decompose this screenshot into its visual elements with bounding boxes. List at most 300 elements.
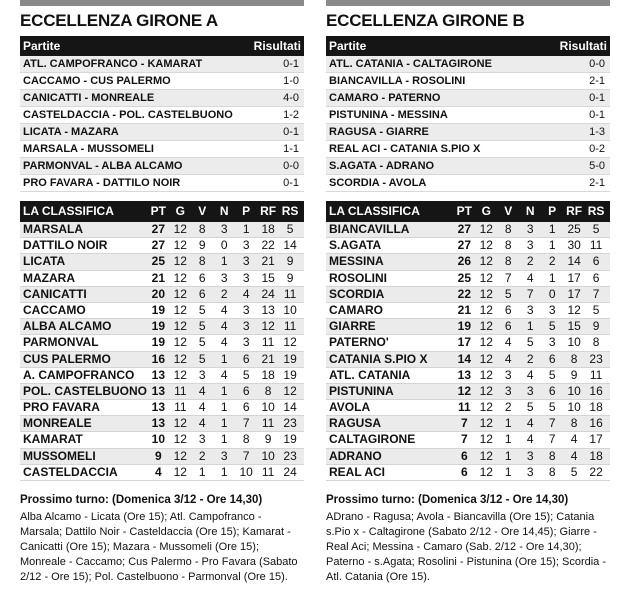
won: 8 [504, 222, 512, 236]
goals-for: 18 [261, 367, 275, 382]
match-row [20, 56, 304, 73]
goals-against: 16 [589, 383, 603, 398]
points: 19 [151, 335, 166, 350]
standings-row [20, 271, 304, 287]
team-name: CACCAMO [23, 302, 86, 317]
lost: 6 [548, 383, 556, 398]
standings-row [326, 254, 610, 270]
team-name: LICATA [23, 254, 66, 269]
lost: 7 [548, 416, 556, 431]
standings-row [326, 465, 610, 481]
col-g: G [481, 204, 491, 218]
standings-row [326, 335, 610, 351]
goals-for: 9 [264, 432, 272, 447]
match-teams: BIANCAVILLA - ROSOLINI [329, 75, 466, 87]
points: 13 [151, 383, 166, 398]
match-score: 0-1 [283, 126, 299, 138]
team-name: PRO FAVARA [23, 400, 100, 415]
played: 12 [173, 432, 187, 447]
won: 1 [504, 448, 512, 463]
lost: 3 [242, 302, 250, 317]
goals-against: 5 [592, 222, 600, 236]
match-teams: ATL. CAMPOFRANCO - KAMARAT [23, 58, 203, 70]
won: 2 [198, 448, 206, 463]
lost: 3 [242, 254, 250, 269]
lost: 5 [548, 319, 556, 334]
standings-row [20, 449, 304, 465]
team-name: MUSSOMELI [23, 448, 96, 463]
played: 12 [173, 319, 187, 334]
drawn: 3 [526, 383, 534, 398]
team-name: SCORDIA [329, 286, 385, 301]
lost: 1 [242, 222, 250, 236]
won: 8 [198, 222, 206, 236]
standings-row [326, 352, 610, 368]
goals-against: 7 [592, 286, 600, 301]
col-n: N [219, 204, 229, 218]
match-score: 2-1 [589, 75, 605, 87]
points: 13 [151, 400, 166, 415]
points: 19 [151, 319, 166, 334]
goals-against: 24 [283, 464, 297, 479]
won: 4 [198, 383, 206, 398]
goals-against: 16 [589, 416, 603, 431]
won: 3 [504, 383, 512, 398]
match-teams: SCORDIA - AVOLA [329, 177, 427, 189]
team-name: PARMONVAL [23, 335, 99, 350]
goals-for: 10 [567, 400, 581, 415]
goals-for: 5 [570, 464, 578, 479]
won: 1 [198, 464, 206, 479]
played: 12 [173, 367, 187, 382]
goals-for: 9 [570, 367, 578, 382]
won: 4 [198, 400, 206, 415]
match-score: 0-0 [589, 58, 605, 70]
next-round-title: Prossimo turno: (Domenica 3/12 - Ore 14,30) [20, 494, 263, 506]
team-name: S.AGATA [329, 238, 382, 253]
goals-for: 30 [567, 238, 581, 253]
won: 8 [504, 254, 512, 269]
won: 6 [198, 286, 206, 301]
points: 7 [461, 416, 468, 431]
match-score: 2-1 [589, 177, 605, 189]
lost: 5 [548, 400, 556, 415]
match-row [326, 141, 610, 158]
drawn: 1 [220, 416, 228, 431]
standings-row [326, 368, 610, 384]
goals-against: 23 [283, 416, 297, 431]
played: 12 [479, 238, 493, 253]
goals-against: 14 [283, 238, 297, 253]
played: 12 [479, 286, 493, 301]
standings-row [326, 432, 610, 448]
col-rf: RF [566, 204, 583, 218]
girone-a-title: ECCELLENZA GIRONE A [20, 11, 219, 30]
standings-header [326, 201, 610, 222]
lost: 1 [548, 238, 556, 253]
team-name: A. CAMPOFRANCO [23, 367, 135, 382]
match-score: 1-1 [283, 143, 299, 155]
drawn: 3 [220, 222, 228, 236]
drawn: 1 [220, 464, 228, 479]
goals-for: 4 [570, 432, 578, 447]
won: 4 [504, 335, 512, 350]
goals-against: 12 [283, 335, 297, 350]
next-round [326, 493, 610, 585]
next-round-title: Prossimo turno: (Domenica 3/12 - Ore 14,30) [326, 494, 569, 506]
results-header-right: Risultati [559, 39, 607, 53]
played: 12 [479, 254, 493, 269]
standings-row [326, 238, 610, 254]
points: 21 [457, 302, 472, 317]
lost: 6 [548, 351, 556, 366]
lost: 3 [242, 238, 250, 253]
goals-against: 12 [283, 383, 297, 398]
points: 13 [151, 416, 166, 431]
played: 11 [174, 383, 187, 398]
played: 12 [479, 351, 493, 366]
lost: 4 [242, 286, 250, 301]
lost: 7 [242, 448, 250, 463]
goals-for: 4 [570, 448, 578, 463]
points: 17 [457, 335, 472, 350]
team-name: BIANCAVILLA [329, 222, 410, 236]
standings-header-title: LA CLASSIFICA [329, 204, 420, 218]
drawn: 4 [220, 367, 228, 382]
points: 9 [155, 448, 162, 463]
drawn: 2 [220, 286, 228, 301]
col-rs: RS [281, 204, 299, 218]
goals-against: 22 [589, 464, 603, 479]
goals-for: 18 [261, 222, 275, 236]
goals-against: 11 [283, 319, 297, 334]
won: 8 [504, 238, 512, 253]
drawn: 7 [526, 286, 534, 301]
girone-b-section [326, 0, 610, 585]
lost: 7 [242, 416, 250, 431]
goals-against: 17 [589, 432, 603, 447]
match-row [20, 73, 304, 90]
match-row [326, 90, 610, 107]
team-name: REAL ACI [329, 464, 386, 479]
goals-for: 17 [567, 270, 581, 285]
goals-for: 11 [261, 464, 275, 479]
goals-for: 21 [261, 254, 275, 269]
results-list [326, 56, 610, 192]
team-name: DATTILO NOIR [23, 238, 108, 253]
team-name: RAGUSA [329, 416, 382, 431]
team-name: CUS PALERMO [23, 351, 111, 366]
points: 12 [457, 383, 472, 398]
match-teams: LICATA - MAZARA [23, 126, 119, 138]
drawn: 3 [220, 270, 228, 285]
goals-for: 8 [570, 416, 578, 431]
drawn: 4 [220, 335, 228, 350]
won: 6 [504, 302, 512, 317]
standings-row [20, 416, 304, 432]
points: 25 [457, 270, 472, 285]
won: 5 [198, 351, 206, 366]
points: 21 [151, 270, 166, 285]
standings-table [20, 222, 304, 481]
lost: 8 [242, 432, 250, 447]
match-row [20, 158, 304, 175]
won: 1 [504, 432, 512, 447]
points: 13 [457, 367, 472, 382]
goals-against: 9 [286, 270, 294, 285]
lost: 6 [242, 383, 250, 398]
results-header-right: Risultati [253, 39, 301, 53]
match-teams: RAGUSA - GIARRE [329, 126, 429, 138]
points: 7 [461, 432, 468, 447]
drawn: 3 [526, 238, 534, 253]
points: 19 [151, 302, 166, 317]
match-score: 0-1 [283, 58, 299, 70]
played: 12 [173, 464, 187, 479]
points: 13 [151, 367, 166, 382]
won: 9 [198, 238, 206, 253]
match-teams: PARMONVAL - ALBA ALCAMO [23, 160, 183, 172]
won: 6 [504, 319, 512, 334]
girone-a-section [20, 0, 304, 585]
goals-against: 10 [283, 302, 297, 317]
points: 27 [457, 222, 472, 236]
goals-against: 19 [283, 367, 297, 382]
goals-for: 8 [264, 383, 272, 398]
lost: 6 [242, 400, 250, 415]
goals-for: 13 [261, 302, 275, 317]
played: 12 [479, 222, 493, 236]
played: 12 [173, 238, 187, 253]
goals-against: 8 [592, 335, 600, 350]
match-score: 0-1 [283, 177, 299, 189]
next-round-fixtures: ADrano - Ragusa; Avola - Biancavilla (Ore 15); Catania s.Pio x - Caltagirone (Sabato 2/12 - Ore 14,45); Giarre - Real Aci; Messina - Camaro (Sab. 2/12 - Ore 14,30); Paterno - s.Agata; Rosolini - Pistunina (Ore 15); Scordia - Atl. Catania (Ore 15). [326, 511, 607, 583]
played: 12 [479, 335, 493, 350]
team-name: KAMARAT [23, 432, 83, 447]
team-name: MAZARA [23, 270, 75, 285]
goals-for: 12 [261, 319, 275, 334]
points: 6 [461, 448, 468, 463]
match-row [20, 141, 304, 158]
won: 6 [198, 270, 206, 285]
goals-against: 23 [283, 448, 297, 463]
team-name: GIARRE [329, 319, 376, 334]
goals-against: 18 [589, 448, 603, 463]
lost: 6 [242, 351, 250, 366]
played: 12 [173, 416, 187, 431]
next-round-fixtures: Alba Alcamo - Licata (Ore 15); Atl. Campofranco - Marsala; Dattilo Noir - Casteldaccia (Ore 15); Kamarat - Canicatti (Ore 15); Mazara - Mussomeli (Ore 15); Monreale - Caccamo; Cus Palermo - Pro Favara (Sabato 2/12 - Ore 15); Pol. Castelbuono - Parmonval (Ore 15). [20, 511, 298, 583]
standings-row [20, 238, 304, 254]
won: 3 [198, 432, 206, 447]
won: 3 [504, 367, 512, 382]
drawn: 4 [526, 367, 534, 382]
match-score: 0-1 [589, 92, 605, 104]
goals-for: 8 [570, 351, 578, 366]
points: 4 [155, 464, 162, 479]
match-row [20, 175, 304, 192]
standings-row [20, 335, 304, 351]
played: 12 [173, 254, 187, 269]
results-header-left: Partite [23, 39, 61, 53]
match-row [326, 56, 610, 73]
match-row [326, 107, 610, 124]
goals-against: 14 [283, 400, 297, 415]
played: 12 [479, 302, 493, 317]
lost: 7 [548, 432, 556, 447]
played: 12 [479, 367, 493, 382]
match-row [326, 73, 610, 90]
played: 12 [479, 400, 493, 415]
won: 3 [198, 367, 206, 382]
goals-for: 15 [567, 319, 581, 334]
won: 5 [198, 319, 206, 334]
lost: 10 [239, 464, 253, 479]
drawn: 4 [220, 319, 228, 334]
drawn: 0 [220, 238, 228, 253]
drawn: 2 [526, 254, 534, 269]
won: 4 [198, 416, 206, 431]
won: 7 [504, 270, 512, 285]
goals-for: 10 [261, 400, 275, 415]
played: 11 [174, 400, 187, 415]
col-pt: PT [456, 204, 473, 218]
results-header [326, 36, 610, 56]
match-row [20, 124, 304, 141]
won: 5 [198, 335, 206, 350]
match-teams: PISTUNINA - MESSINA [329, 109, 448, 121]
match-score: 0-1 [589, 109, 605, 121]
goals-for: 10 [261, 448, 275, 463]
goals-for: 10 [567, 383, 581, 398]
team-name: MONREALE [23, 416, 92, 431]
played: 12 [479, 270, 493, 285]
drawn: 4 [220, 302, 228, 317]
standings-row [326, 222, 610, 238]
drawn: 5 [526, 400, 534, 415]
standings-row [20, 303, 304, 319]
standings-row [326, 449, 610, 465]
goals-against: 23 [589, 351, 603, 366]
played: 12 [173, 270, 187, 285]
won: 1 [504, 464, 512, 479]
won: 5 [504, 286, 512, 301]
standings-row [20, 319, 304, 335]
played: 12 [479, 464, 493, 479]
played: 12 [173, 448, 187, 463]
drawn: 1 [220, 383, 228, 398]
played: 12 [479, 416, 493, 431]
match-teams: PRO FAVARA - DATTILO NOIR [23, 177, 181, 189]
goals-against: 6 [592, 270, 600, 285]
played: 12 [479, 432, 493, 447]
points: 22 [457, 286, 472, 301]
lost: 0 [548, 286, 556, 301]
team-name: ALBA ALCAMO [23, 319, 112, 334]
played: 12 [479, 319, 493, 334]
goals-against: 9 [286, 254, 294, 269]
match-teams: ATL. CATANIA - CALTAGIRONE [329, 58, 492, 70]
team-name: AVOLA [329, 400, 371, 415]
lost: 2 [548, 254, 556, 269]
results-header [20, 36, 304, 56]
goals-against: 5 [286, 222, 294, 236]
drawn: 4 [526, 432, 534, 447]
match-row [326, 158, 610, 175]
goals-against: 11 [589, 238, 603, 253]
goals-for: 21 [261, 351, 275, 366]
lost: 3 [548, 302, 556, 317]
standings-row [326, 319, 610, 335]
match-teams: CANICATTI - MONREALE [23, 92, 155, 104]
standings-row [20, 287, 304, 303]
team-name: MARSALA [23, 222, 83, 236]
points: 26 [457, 254, 472, 269]
match-teams: CACCAMO - CUS PALERMO [23, 75, 171, 87]
col-rf: RF [260, 204, 277, 218]
goals-for: 12 [567, 302, 581, 317]
played: 12 [173, 286, 187, 301]
points: 19 [457, 319, 472, 334]
won: 2 [504, 400, 512, 415]
standings-row [326, 400, 610, 416]
lost: 3 [242, 270, 250, 285]
goals-against: 11 [589, 367, 603, 382]
results-header-left: Partite [329, 39, 367, 53]
standings-row [326, 303, 610, 319]
drawn: 1 [526, 319, 534, 334]
team-name: POL. CASTELBUONO [23, 383, 148, 398]
match-row [20, 107, 304, 124]
points: 25 [151, 254, 166, 269]
col-n: N [525, 204, 535, 218]
drawn: 3 [526, 222, 534, 236]
points: 11 [458, 400, 471, 415]
match-score: 1-2 [283, 109, 299, 121]
match-score: 4-0 [283, 92, 299, 104]
points: 20 [151, 286, 166, 301]
match-row [20, 90, 304, 107]
drawn: 1 [220, 400, 228, 415]
goals-for: 11 [261, 416, 275, 431]
goals-for: 11 [261, 335, 275, 350]
match-teams: S.AGATA - ADRANO [329, 160, 435, 172]
played: 12 [479, 383, 493, 398]
standings-row [326, 416, 610, 432]
goals-against: 11 [283, 286, 297, 301]
standings-header-title: LA CLASSIFICA [23, 204, 114, 218]
goals-against: 19 [283, 351, 297, 366]
lost: 5 [242, 367, 250, 382]
team-name: CATANIA S.PIO X [329, 351, 428, 366]
goals-for: 24 [261, 286, 275, 301]
standings-row [20, 400, 304, 416]
lost: 8 [548, 448, 556, 463]
lost: 1 [548, 270, 556, 285]
goals-for: 15 [261, 270, 275, 285]
drawn: 3 [526, 448, 534, 463]
team-name: CALTAGIRONE [329, 432, 416, 447]
drawn: 4 [526, 270, 534, 285]
goals-against: 19 [283, 432, 297, 447]
lost: 8 [548, 464, 556, 479]
col-p: P [242, 204, 251, 218]
won: 4 [504, 351, 512, 366]
drawn: 5 [526, 335, 534, 350]
goals-for: 17 [567, 286, 581, 301]
team-name: MESSINA [329, 254, 384, 269]
lost: 1 [548, 222, 556, 236]
standings-row [20, 465, 304, 481]
